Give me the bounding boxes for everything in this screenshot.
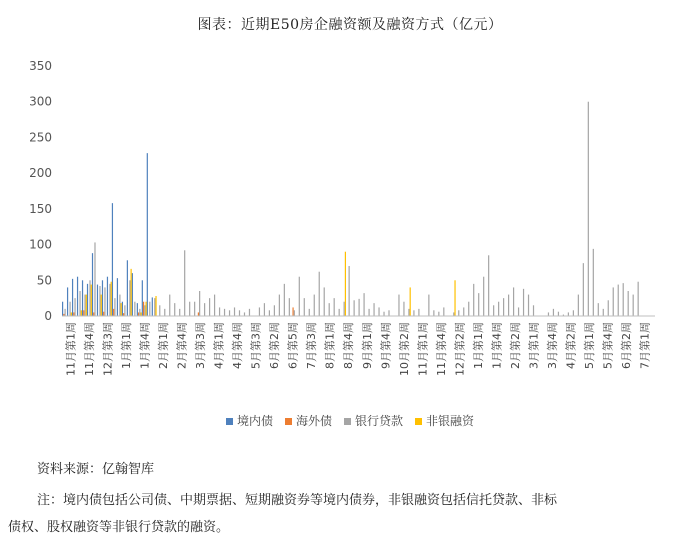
bar-银行贷款 xyxy=(264,303,265,316)
x-tick-label: 1月第4周 xyxy=(490,322,504,369)
legend-item xyxy=(415,412,474,429)
y-tick-label: 300 xyxy=(29,94,52,109)
bar-银行贷款 xyxy=(289,298,290,316)
bar-银行贷款 xyxy=(209,298,210,316)
x-tick-label: 11月第4周 xyxy=(434,322,448,376)
bar-银行贷款 xyxy=(144,305,145,316)
bar-银行贷款 xyxy=(468,302,469,316)
bar-非银融资 xyxy=(454,280,455,316)
bar-银行贷款 xyxy=(508,295,509,316)
bar-境内债 xyxy=(132,273,133,316)
bar-银行贷款 xyxy=(608,300,609,316)
bar-非银融资 xyxy=(71,312,72,316)
legend-item xyxy=(285,412,332,429)
legend-item xyxy=(226,412,273,429)
x-tick-label: 3月第4周 xyxy=(546,322,560,369)
bar-银行贷款 xyxy=(149,302,150,316)
bar-银行贷款 xyxy=(199,291,200,316)
bar-非银融资 xyxy=(410,287,411,316)
bar-银行贷款 xyxy=(403,302,404,316)
bar-海外债 xyxy=(198,312,199,316)
bar-银行贷款 xyxy=(124,305,125,316)
bar-银行贷款 xyxy=(493,305,494,316)
x-tick-label: 8月第1周 xyxy=(323,322,337,369)
bar-银行贷款 xyxy=(573,310,574,316)
x-tick-label: 9月第1周 xyxy=(360,322,374,369)
bar-非银融资 xyxy=(121,303,122,316)
legend-item xyxy=(344,412,403,429)
bar-银行贷款 xyxy=(164,309,165,316)
bar-银行贷款 xyxy=(363,293,364,316)
bar-银行贷款 xyxy=(134,302,135,316)
bar-非银融资 xyxy=(155,296,156,316)
bar-银行贷款 xyxy=(408,309,409,316)
bar-境内债 xyxy=(77,277,78,316)
bar-海外债 xyxy=(103,312,104,316)
bar-银行贷款 xyxy=(518,307,519,316)
x-tick-label: 7月第3周 xyxy=(305,322,319,369)
x-tick-label: 5月第3周 xyxy=(249,322,263,369)
bar-银行贷款 xyxy=(488,255,489,316)
bar-银行贷款 xyxy=(244,312,245,316)
x-tick-label: 11月第1周 xyxy=(64,322,78,376)
bar-境内债 xyxy=(117,278,118,316)
bar-银行贷款 xyxy=(234,307,235,316)
bar-银行贷款 xyxy=(284,284,285,316)
bar-银行贷款 xyxy=(458,310,459,316)
bar-银行贷款 xyxy=(189,302,190,316)
bar-境内债 xyxy=(102,280,103,316)
bar-银行贷款 xyxy=(109,284,110,316)
bar-银行贷款 xyxy=(99,286,100,316)
x-tick-label: 2月第2周 xyxy=(509,322,523,369)
y-axis xyxy=(29,59,52,323)
bar-非银融资 xyxy=(140,312,141,316)
bar-银行贷款 xyxy=(329,303,330,316)
x-tick-label: 6月第2周 xyxy=(620,322,634,369)
bar-银行贷款 xyxy=(224,309,225,316)
y-tick-label: 50 xyxy=(36,273,52,288)
bar-银行贷款 xyxy=(498,302,499,316)
bar-银行贷款 xyxy=(274,305,275,316)
bar-银行贷款 xyxy=(184,250,185,316)
bar-银行贷款 xyxy=(309,309,310,316)
legend-swatch xyxy=(285,418,292,425)
bar-海外债 xyxy=(93,312,94,316)
bar-银行贷款 xyxy=(179,309,180,316)
bars xyxy=(62,102,639,316)
x-tick-label: 7月第1周 xyxy=(638,322,652,369)
legend xyxy=(0,412,700,429)
bar-银行贷款 xyxy=(558,312,559,316)
bar-海外债 xyxy=(113,309,114,316)
bar-银行贷款 xyxy=(94,242,95,316)
bar-银行贷款 xyxy=(443,307,444,316)
bar-海外债 xyxy=(73,312,74,316)
bar-境内债 xyxy=(67,287,68,316)
bar-银行贷款 xyxy=(269,310,270,316)
x-tick-label: 11月第1周 xyxy=(416,322,430,376)
bar-银行贷款 xyxy=(69,302,70,316)
bar-银行贷款 xyxy=(398,295,399,316)
y-tick-label: 0 xyxy=(44,309,52,323)
bar-银行贷款 xyxy=(413,310,414,316)
bar-非银融资 xyxy=(101,295,102,316)
bar-银行贷款 xyxy=(528,295,529,316)
bar-银行贷款 xyxy=(473,284,474,316)
bar-银行贷款 xyxy=(438,312,439,316)
x-tick-label: 10月第2周 xyxy=(397,322,411,376)
bar-银行贷款 xyxy=(428,295,429,316)
x-tick-label: 5月第1周 xyxy=(583,322,597,369)
bar-境内债 xyxy=(137,303,138,316)
bar-银行贷款 xyxy=(603,309,604,316)
bar-银行贷款 xyxy=(89,280,90,316)
bar-境内债 xyxy=(82,280,83,316)
bar-银行贷款 xyxy=(334,298,335,316)
bar-银行贷款 xyxy=(194,302,195,316)
y-tick-label: 350 xyxy=(29,59,52,73)
bar-银行贷款 xyxy=(299,277,300,316)
bar-境内债 xyxy=(97,285,98,316)
bar-银行贷款 xyxy=(593,249,594,316)
bar-非银融资 xyxy=(91,285,92,316)
bar-非银融资 xyxy=(131,269,132,316)
bar-银行贷款 xyxy=(548,312,549,316)
bar-银行贷款 xyxy=(259,307,260,316)
bar-银行贷款 xyxy=(638,282,639,316)
bar-银行贷款 xyxy=(418,309,419,316)
bar-银行贷款 xyxy=(433,310,434,316)
x-tick-label: 2月第4周 xyxy=(175,322,189,369)
bar-银行贷款 xyxy=(64,309,65,316)
bar-银行贷款 xyxy=(239,310,240,316)
x-tick-label: 12月第3周 xyxy=(101,322,115,376)
bar-境内债 xyxy=(142,280,143,316)
bar-银行贷款 xyxy=(139,309,140,316)
bar-银行贷款 xyxy=(388,310,389,316)
bar-银行贷款 xyxy=(84,295,85,316)
bar-银行贷款 xyxy=(74,298,75,316)
bar-银行贷款 xyxy=(483,277,484,316)
bar-境内债 xyxy=(112,203,113,316)
y-tick-label: 250 xyxy=(29,130,52,145)
bar-境内债 xyxy=(152,297,153,316)
bar-境内债 xyxy=(62,302,63,316)
bar-银行贷款 xyxy=(453,312,454,316)
bar-银行贷款 xyxy=(598,303,599,316)
x-tick-label: 4月第2周 xyxy=(564,322,578,369)
bar-银行贷款 xyxy=(229,310,230,316)
bar-境内债 xyxy=(127,260,128,316)
bar-境内债 xyxy=(92,253,93,316)
bar-境内债 xyxy=(122,302,123,316)
bar-银行贷款 xyxy=(463,307,464,316)
bar-境内债 xyxy=(107,277,108,316)
bar-境内债 xyxy=(87,284,88,316)
bar-银行贷款 xyxy=(314,295,315,316)
bar-银行贷款 xyxy=(344,302,345,316)
legend-label: 银行贷款 xyxy=(355,414,404,428)
bar-银行贷款 xyxy=(279,295,280,316)
bar-银行贷款 xyxy=(513,287,514,316)
bar-海外债 xyxy=(138,312,139,316)
bar-海外债 xyxy=(143,302,144,316)
bar-银行贷款 xyxy=(129,280,130,316)
x-tick-label: 1月第1周 xyxy=(471,322,485,369)
bar-银行贷款 xyxy=(294,310,295,316)
bar-银行贷款 xyxy=(114,298,115,316)
bar-银行贷款 xyxy=(373,303,374,316)
bar-银行贷款 xyxy=(154,298,155,316)
bar-银行贷款 xyxy=(583,263,584,316)
x-tick-label: 5月第4周 xyxy=(601,322,615,369)
y-tick-label: 150 xyxy=(29,201,52,216)
bar-银行贷款 xyxy=(478,293,479,316)
bar-银行贷款 xyxy=(204,303,205,316)
bar-银行贷款 xyxy=(623,283,624,316)
bar-银行贷款 xyxy=(618,285,619,316)
bar-银行贷款 xyxy=(214,295,215,316)
bar-海外债 xyxy=(83,310,84,316)
x-tick-label: 11月第4周 xyxy=(82,322,96,376)
bar-银行贷款 xyxy=(633,295,634,316)
bar-银行贷款 xyxy=(533,305,534,316)
legend-label: 非银融资 xyxy=(426,414,475,428)
bar-银行贷款 xyxy=(523,289,524,316)
bar-银行贷款 xyxy=(339,309,340,316)
note-line-1: 注：境内债包括公司债、中期票据、短期融资券等境内债券，非银融资包括信托贷款、非标 xyxy=(37,493,558,508)
x-tick-label: 4月第1周 xyxy=(212,322,226,369)
bar-银行贷款 xyxy=(578,295,579,316)
x-tick-label: 4月第4周 xyxy=(231,322,245,369)
x-tick-label: 3月第1周 xyxy=(527,322,541,369)
legend-label: 海外债 xyxy=(295,414,332,428)
bar-银行贷款 xyxy=(503,298,504,316)
x-tick-label: 12月第2周 xyxy=(453,322,467,376)
bar-银行贷款 xyxy=(359,299,360,316)
bar-非银融资 xyxy=(111,282,112,316)
bar-境内债 xyxy=(147,153,148,316)
bar-非银融资 xyxy=(145,302,146,316)
bar-银行贷款 xyxy=(159,305,160,316)
bar-银行贷款 xyxy=(79,291,80,316)
bar-银行贷款 xyxy=(249,309,250,316)
bar-银行贷款 xyxy=(613,287,614,316)
bar-银行贷款 xyxy=(104,287,105,316)
bar-银行贷款 xyxy=(174,303,175,316)
bar-银行贷款 xyxy=(383,312,384,316)
bar-银行贷款 xyxy=(378,307,379,316)
y-tick-label: 100 xyxy=(29,237,52,252)
x-tick-label: 1月第4周 xyxy=(138,322,152,369)
legend-swatch xyxy=(344,418,351,425)
bar-非银融资 xyxy=(81,310,82,316)
bar-银行贷款 xyxy=(368,309,369,316)
bar-非银融资 xyxy=(86,295,87,316)
chart-title: 图表：近期E50房企融资额及融资方式（亿元） xyxy=(197,17,503,33)
x-tick-label: 9月第4周 xyxy=(379,322,393,369)
bar-境内债 xyxy=(72,279,73,316)
bar-银行贷款 xyxy=(169,295,170,316)
bar-银行贷款 xyxy=(304,298,305,316)
bar-非银融资 xyxy=(345,252,346,316)
bar-银行贷款 xyxy=(354,300,355,316)
x-tick-label: 2月第1周 xyxy=(156,322,170,369)
x-tick-label: 8月第4周 xyxy=(342,322,356,369)
bar-银行贷款 xyxy=(553,309,554,316)
bar-海外债 xyxy=(292,307,293,316)
bar-银行贷款 xyxy=(349,266,350,316)
legend-swatch xyxy=(226,418,233,425)
x-tick-label: 6月第2周 xyxy=(268,322,282,369)
x-tick-label: 1月第1周 xyxy=(119,322,133,369)
bar-银行贷款 xyxy=(588,102,589,316)
bar-银行贷款 xyxy=(628,291,629,316)
legend-swatch xyxy=(415,418,422,425)
bar-银行贷款 xyxy=(568,312,569,316)
bar-银行贷款 xyxy=(319,272,320,316)
x-tick-label: 6月第5周 xyxy=(286,322,300,369)
y-tick-label: 200 xyxy=(29,166,52,181)
note-line-2: 债权、股权融资等非银行贷款的融资。 xyxy=(8,520,230,535)
bar-银行贷款 xyxy=(119,295,120,316)
source-text: 资料来源：亿翰智库 xyxy=(37,462,155,477)
bar-银行贷款 xyxy=(219,307,220,316)
legend-label: 境内债 xyxy=(236,414,273,428)
x-axis xyxy=(62,316,655,376)
bar-银行贷款 xyxy=(324,287,325,316)
x-tick-label: 3月第3周 xyxy=(193,322,207,369)
